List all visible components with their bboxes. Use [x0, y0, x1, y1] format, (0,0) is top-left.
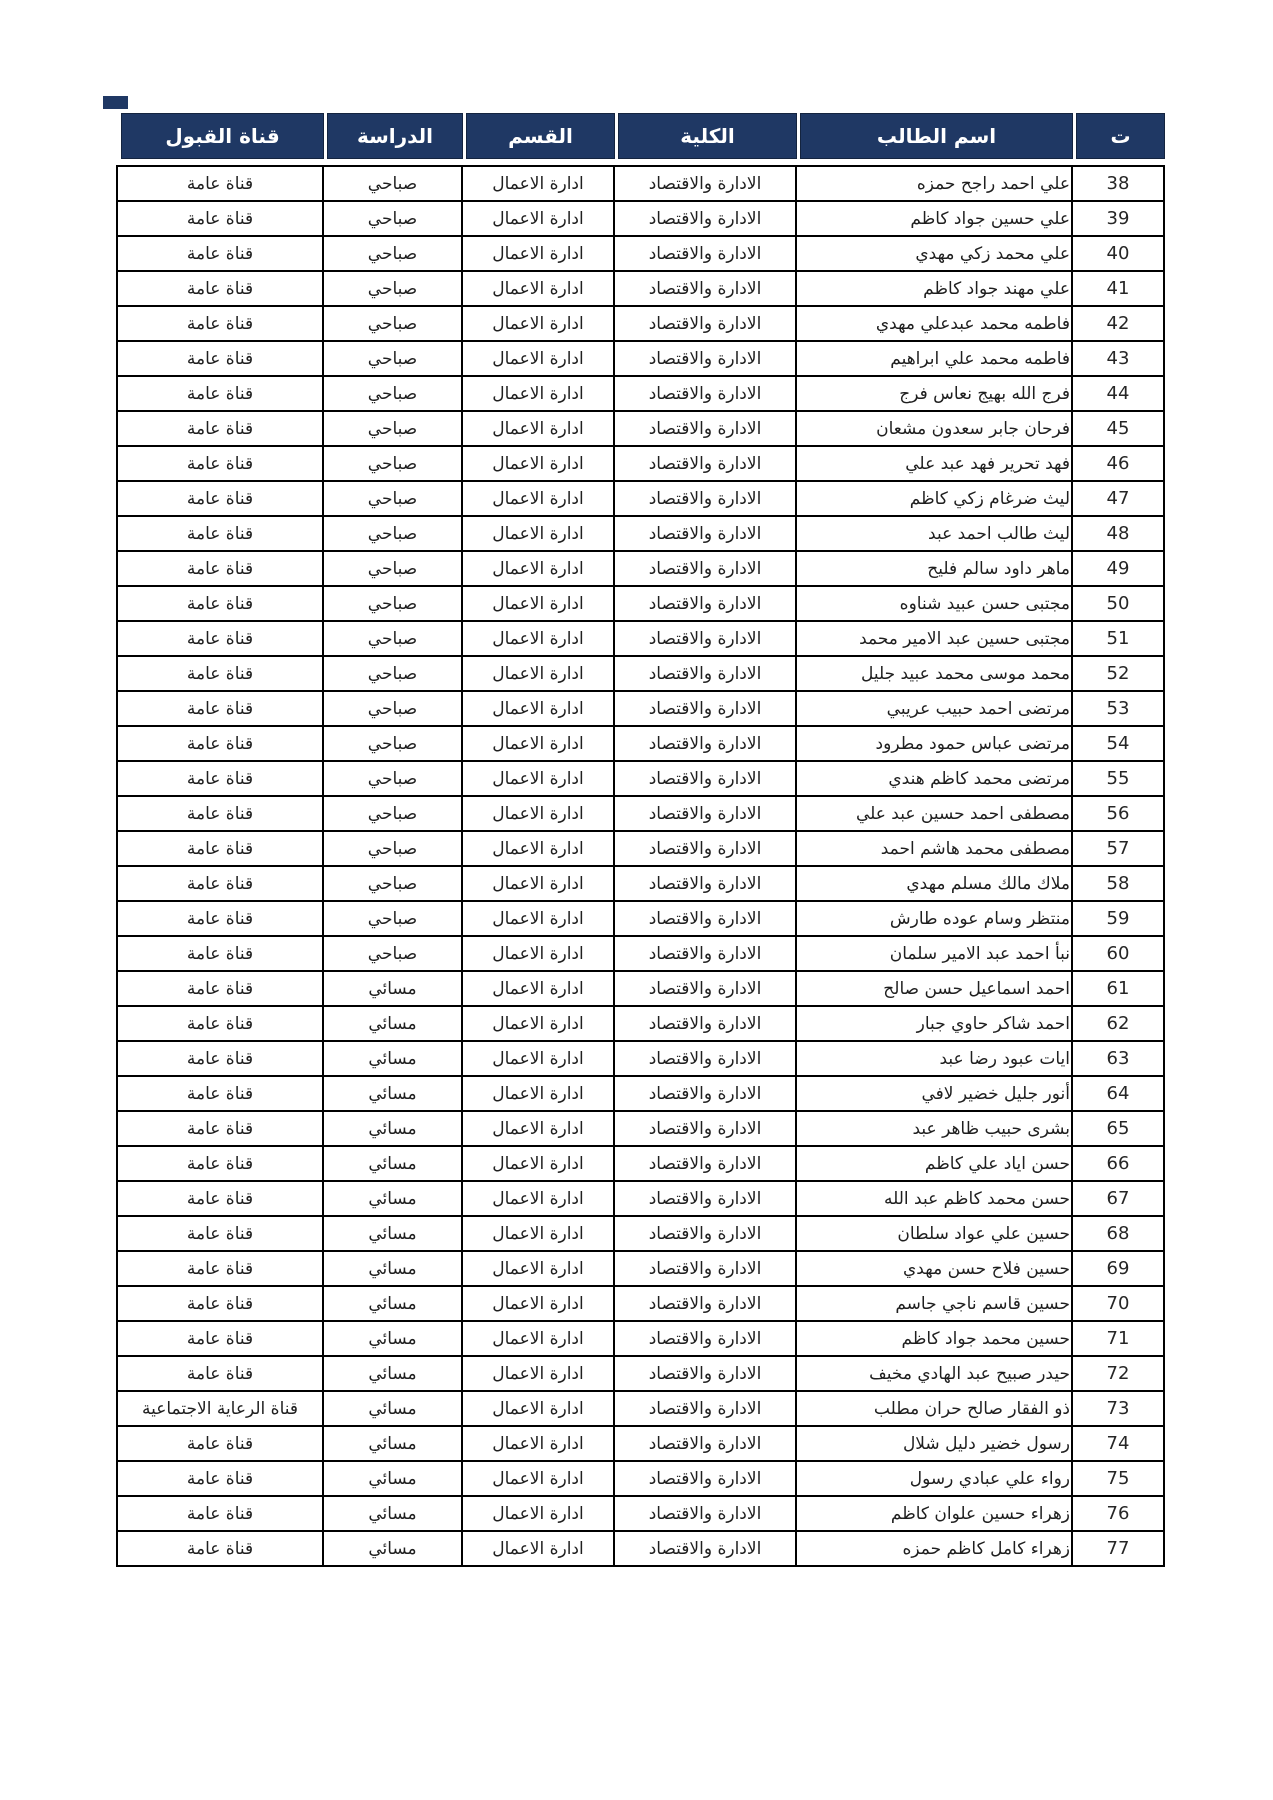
cell-college: الادارة والاقتصاد: [614, 691, 796, 726]
cell-channel: قناة عامة: [117, 761, 323, 796]
cell-channel: قناة عامة: [117, 1286, 323, 1321]
table-row: [117, 1216, 1164, 1251]
cell-name: علي محمد زكي مهدي: [796, 236, 1072, 271]
cell-college: الادارة والاقتصاد: [614, 376, 796, 411]
cell-dept: ادارة الاعمال: [462, 411, 614, 446]
cell-study: صباحي: [323, 376, 462, 411]
cell-channel: قناة عامة: [117, 306, 323, 341]
table-row: [117, 236, 1164, 271]
cell-name: علي مهند جواد كاظم: [796, 271, 1072, 306]
cell-name: ايات عبود رضا عبد: [796, 1041, 1072, 1076]
cell-study: مسائي: [323, 1251, 462, 1286]
cell-study: صباحي: [323, 516, 462, 551]
cell-name: احمد شاكر حاوي جبار: [796, 1006, 1072, 1041]
cell-dept: ادارة الاعمال: [462, 306, 614, 341]
cell-study: صباحي: [323, 271, 462, 306]
cell-college: الادارة والاقتصاد: [614, 1461, 796, 1496]
table-row: [117, 1146, 1164, 1181]
cell-dept: ادارة الاعمال: [462, 1181, 614, 1216]
cell-name: حيدر صبيح عبد الهادي مخيف: [796, 1356, 1072, 1391]
cell-name: مصطفى محمد هاشم احمد: [796, 831, 1072, 866]
cell-no: 56: [1072, 796, 1164, 831]
table-row: [117, 621, 1164, 656]
cell-name: زهراء كامل كاظم حمزه: [796, 1531, 1072, 1566]
cell-study: مسائي: [323, 1216, 462, 1251]
cell-college: الادارة والاقتصاد: [614, 236, 796, 271]
cell-college: الادارة والاقتصاد: [614, 1286, 796, 1321]
cell-college: الادارة والاقتصاد: [614, 1496, 796, 1531]
cell-channel: قناة عامة: [117, 376, 323, 411]
cell-dept: ادارة الاعمال: [462, 971, 614, 1006]
cell-channel: قناة عامة: [117, 1531, 323, 1566]
table-row: [117, 1286, 1164, 1321]
cell-channel: قناة عامة: [117, 271, 323, 306]
cell-study: مسائي: [323, 1496, 462, 1531]
header-cell-no: ت: [1076, 113, 1165, 159]
cell-no: 61: [1072, 971, 1164, 1006]
cell-no: 45: [1072, 411, 1164, 446]
header-cell-study: الدراسة: [327, 113, 463, 159]
table-row: [117, 1251, 1164, 1286]
table-row: [117, 691, 1164, 726]
cell-no: 68: [1072, 1216, 1164, 1251]
cell-name: نبأ احمد عبد الامير سلمان: [796, 936, 1072, 971]
cell-study: مسائي: [323, 1286, 462, 1321]
cell-no: 57: [1072, 831, 1164, 866]
cell-channel: قناة عامة: [117, 341, 323, 376]
corner-mark: [103, 96, 128, 109]
table-row: [117, 1111, 1164, 1146]
cell-channel: قناة عامة: [117, 516, 323, 551]
cell-name: مرتضى عباس حمود مطرود: [796, 726, 1072, 761]
cell-name: مرتضى احمد حبيب عريبي: [796, 691, 1072, 726]
cell-study: مسائي: [323, 1006, 462, 1041]
cell-channel: قناة عامة: [117, 691, 323, 726]
cell-no: 62: [1072, 1006, 1164, 1041]
cell-dept: ادارة الاعمال: [462, 166, 614, 201]
table-row: [117, 1321, 1164, 1356]
cell-no: 70: [1072, 1286, 1164, 1321]
cell-dept: ادارة الاعمال: [462, 1006, 614, 1041]
cell-channel: قناة عامة: [117, 1356, 323, 1391]
cell-no: 49: [1072, 551, 1164, 586]
table-row: [117, 516, 1164, 551]
cell-no: 39: [1072, 201, 1164, 236]
cell-name: علي احمد راجح حمزه: [796, 166, 1072, 201]
table-row: [117, 656, 1164, 691]
table-row: [117, 376, 1164, 411]
cell-dept: ادارة الاعمال: [462, 796, 614, 831]
table-body: [116, 165, 1165, 1567]
table-row: [117, 551, 1164, 586]
cell-no: 52: [1072, 656, 1164, 691]
cell-dept: ادارة الاعمال: [462, 1146, 614, 1181]
table-row: [117, 726, 1164, 761]
table-row: [117, 796, 1164, 831]
cell-college: الادارة والاقتصاد: [614, 1531, 796, 1566]
cell-name: ليث ضرغام زكي كاظم: [796, 481, 1072, 516]
cell-study: صباحي: [323, 691, 462, 726]
cell-no: 48: [1072, 516, 1164, 551]
table-row: [117, 1041, 1164, 1076]
cell-study: صباحي: [323, 411, 462, 446]
cell-study: مسائي: [323, 971, 462, 1006]
cell-channel: قناة عامة: [117, 1496, 323, 1531]
cell-name: احمد اسماعيل حسن صالح: [796, 971, 1072, 1006]
table-header-row: [118, 113, 1165, 159]
cell-college: الادارة والاقتصاد: [614, 166, 796, 201]
cell-channel: قناة عامة: [117, 551, 323, 586]
table-row: [117, 901, 1164, 936]
cell-college: الادارة والاقتصاد: [614, 1356, 796, 1391]
cell-dept: ادارة الاعمال: [462, 271, 614, 306]
cell-study: مسائي: [323, 1111, 462, 1146]
table-row: [117, 866, 1164, 901]
cell-dept: ادارة الاعمال: [462, 376, 614, 411]
cell-channel: قناة عامة: [117, 1216, 323, 1251]
cell-channel: قناة عامة: [117, 1251, 323, 1286]
cell-study: صباحي: [323, 446, 462, 481]
cell-name: حسين محمد جواد كاظم: [796, 1321, 1072, 1356]
cell-no: 58: [1072, 866, 1164, 901]
cell-channel: قناة عامة: [117, 201, 323, 236]
cell-college: الادارة والاقتصاد: [614, 1111, 796, 1146]
table-row: [117, 1496, 1164, 1531]
cell-channel: قناة عامة: [117, 166, 323, 201]
cell-name: زهراء حسين علوان كاظم: [796, 1496, 1072, 1531]
cell-college: الادارة والاقتصاد: [614, 271, 796, 306]
cell-name: فهد تحرير فهد عبد علي: [796, 446, 1072, 481]
table-row: [117, 1531, 1164, 1566]
cell-college: الادارة والاقتصاد: [614, 551, 796, 586]
cell-no: 73: [1072, 1391, 1164, 1426]
table-row: [117, 936, 1164, 971]
cell-college: الادارة والاقتصاد: [614, 831, 796, 866]
cell-channel: قناة عامة: [117, 1076, 323, 1111]
cell-name: حسين قاسم ناجي جاسم: [796, 1286, 1072, 1321]
cell-college: الادارة والاقتصاد: [614, 1181, 796, 1216]
cell-college: الادارة والاقتصاد: [614, 1006, 796, 1041]
cell-college: الادارة والاقتصاد: [614, 761, 796, 796]
cell-study: صباحي: [323, 201, 462, 236]
cell-study: صباحي: [323, 341, 462, 376]
table-row: [117, 1461, 1164, 1496]
cell-channel: قناة عامة: [117, 831, 323, 866]
cell-college: الادارة والاقتصاد: [614, 621, 796, 656]
cell-college: الادارة والاقتصاد: [614, 1216, 796, 1251]
header-cell-college: الكلية: [618, 113, 797, 159]
cell-dept: ادارة الاعمال: [462, 1531, 614, 1566]
cell-channel: قناة عامة: [117, 1461, 323, 1496]
cell-dept: ادارة الاعمال: [462, 1216, 614, 1251]
cell-dept: ادارة الاعمال: [462, 1391, 614, 1426]
cell-dept: ادارة الاعمال: [462, 1251, 614, 1286]
cell-dept: ادارة الاعمال: [462, 1286, 614, 1321]
cell-channel: قناة عامة: [117, 936, 323, 971]
cell-no: 60: [1072, 936, 1164, 971]
cell-no: 53: [1072, 691, 1164, 726]
table-row: [117, 411, 1164, 446]
cell-college: الادارة والاقتصاد: [614, 481, 796, 516]
cell-college: الادارة والاقتصاد: [614, 1041, 796, 1076]
cell-study: صباحي: [323, 621, 462, 656]
cell-dept: ادارة الاعمال: [462, 236, 614, 271]
cell-name: مجتبى حسن عبيد شناوه: [796, 586, 1072, 621]
cell-college: الادارة والاقتصاد: [614, 1076, 796, 1111]
cell-college: الادارة والاقتصاد: [614, 306, 796, 341]
cell-no: 75: [1072, 1461, 1164, 1496]
table-row: [117, 1356, 1164, 1391]
cell-college: الادارة والاقتصاد: [614, 201, 796, 236]
cell-study: مسائي: [323, 1181, 462, 1216]
cell-college: الادارة والاقتصاد: [614, 866, 796, 901]
cell-name: فرحان جابر سعدون مشعان: [796, 411, 1072, 446]
cell-no: 72: [1072, 1356, 1164, 1391]
cell-college: الادارة والاقتصاد: [614, 1391, 796, 1426]
cell-study: صباحي: [323, 901, 462, 936]
table-row: [117, 201, 1164, 236]
cell-no: 74: [1072, 1426, 1164, 1461]
cell-name: مصطفى احمد حسين عبد علي: [796, 796, 1072, 831]
cell-college: الادارة والاقتصاد: [614, 901, 796, 936]
cell-channel: قناة عامة: [117, 1321, 323, 1356]
cell-channel: قناة عامة: [117, 866, 323, 901]
cell-name: مجتبى حسين عبد الامير محمد: [796, 621, 1072, 656]
table-row: [117, 1006, 1164, 1041]
cell-dept: ادارة الاعمال: [462, 551, 614, 586]
cell-study: مسائي: [323, 1531, 462, 1566]
table-row: [117, 1391, 1164, 1426]
cell-study: صباحي: [323, 831, 462, 866]
cell-college: الادارة والاقتصاد: [614, 586, 796, 621]
cell-channel: قناة عامة: [117, 481, 323, 516]
cell-college: الادارة والاقتصاد: [614, 446, 796, 481]
cell-study: صباحي: [323, 866, 462, 901]
cell-dept: ادارة الاعمال: [462, 691, 614, 726]
cell-no: 46: [1072, 446, 1164, 481]
cell-channel: قناة عامة: [117, 1111, 323, 1146]
cell-no: 43: [1072, 341, 1164, 376]
cell-channel: قناة عامة: [117, 1041, 323, 1076]
cell-name: ملاك مالك مسلم مهدي: [796, 866, 1072, 901]
cell-college: الادارة والاقتصاد: [614, 971, 796, 1006]
cell-college: الادارة والاقتصاد: [614, 656, 796, 691]
cell-channel: قناة عامة: [117, 656, 323, 691]
cell-college: الادارة والاقتصاد: [614, 936, 796, 971]
cell-study: صباحي: [323, 586, 462, 621]
cell-college: الادارة والاقتصاد: [614, 1251, 796, 1286]
cell-no: 63: [1072, 1041, 1164, 1076]
cell-study: مسائي: [323, 1391, 462, 1426]
cell-college: الادارة والاقتصاد: [614, 516, 796, 551]
cell-no: 47: [1072, 481, 1164, 516]
cell-dept: ادارة الاعمال: [462, 1356, 614, 1391]
table-row: [117, 1426, 1164, 1461]
cell-no: 76: [1072, 1496, 1164, 1531]
table-row: [117, 971, 1164, 1006]
table-row: [117, 1181, 1164, 1216]
cell-no: 66: [1072, 1146, 1164, 1181]
cell-study: مسائي: [323, 1146, 462, 1181]
table-row: [117, 306, 1164, 341]
cell-dept: ادارة الاعمال: [462, 481, 614, 516]
cell-no: 40: [1072, 236, 1164, 271]
cell-channel: قناة عامة: [117, 1006, 323, 1041]
cell-name: أنور جليل خضير لافي: [796, 1076, 1072, 1111]
cell-channel: قناة عامة: [117, 1146, 323, 1181]
cell-dept: ادارة الاعمال: [462, 341, 614, 376]
cell-study: صباحي: [323, 306, 462, 341]
cell-channel: قناة عامة: [117, 621, 323, 656]
cell-no: 59: [1072, 901, 1164, 936]
table-row: [117, 1076, 1164, 1111]
cell-no: 54: [1072, 726, 1164, 761]
cell-no: 50: [1072, 586, 1164, 621]
header-cell-name: اسم الطالب: [800, 113, 1073, 159]
cell-name: حسين فلاح حسن مهدي: [796, 1251, 1072, 1286]
cell-channel: قناة عامة: [117, 586, 323, 621]
cell-no: 41: [1072, 271, 1164, 306]
cell-dept: ادارة الاعمال: [462, 1321, 614, 1356]
cell-study: صباحي: [323, 796, 462, 831]
cell-name: محمد موسى محمد عبيد جليل: [796, 656, 1072, 691]
cell-study: صباحي: [323, 656, 462, 691]
cell-college: الادارة والاقتصاد: [614, 341, 796, 376]
cell-study: مسائي: [323, 1461, 462, 1496]
cell-study: صباحي: [323, 236, 462, 271]
cell-no: 64: [1072, 1076, 1164, 1111]
cell-study: صباحي: [323, 936, 462, 971]
cell-no: 67: [1072, 1181, 1164, 1216]
cell-study: صباحي: [323, 761, 462, 796]
cell-no: 69: [1072, 1251, 1164, 1286]
cell-name: حسن اياد علي كاظم: [796, 1146, 1072, 1181]
cell-study: مسائي: [323, 1076, 462, 1111]
cell-name: ليث طالب احمد عبد: [796, 516, 1072, 551]
cell-name: فاطمه محمد عبدعلي مهدي: [796, 306, 1072, 341]
cell-dept: ادارة الاعمال: [462, 1496, 614, 1531]
header-cell-dept: القسم: [466, 113, 615, 159]
cell-name: رواء علي عبادي رسول: [796, 1461, 1072, 1496]
cell-dept: ادارة الاعمال: [462, 866, 614, 901]
cell-dept: ادارة الاعمال: [462, 621, 614, 656]
cell-dept: ادارة الاعمال: [462, 726, 614, 761]
cell-channel: قناة عامة: [117, 726, 323, 761]
students-table: [118, 113, 1165, 1567]
cell-channel: قناة عامة: [117, 1181, 323, 1216]
cell-name: حسن محمد كاظم عبد الله: [796, 1181, 1072, 1216]
cell-dept: ادارة الاعمال: [462, 1111, 614, 1146]
cell-name: حسين علي عواد سلطان: [796, 1216, 1072, 1251]
cell-name: بشرى حبيب ظاهر عبد: [796, 1111, 1072, 1146]
cell-dept: ادارة الاعمال: [462, 446, 614, 481]
cell-name: ماهر داود سالم فليح: [796, 551, 1072, 586]
table-row: [117, 586, 1164, 621]
cell-dept: ادارة الاعمال: [462, 586, 614, 621]
cell-study: مسائي: [323, 1041, 462, 1076]
cell-dept: ادارة الاعمال: [462, 831, 614, 866]
cell-no: 77: [1072, 1531, 1164, 1566]
cell-channel: قناة عامة: [117, 411, 323, 446]
cell-no: 65: [1072, 1111, 1164, 1146]
cell-study: مسائي: [323, 1426, 462, 1461]
cell-dept: ادارة الاعمال: [462, 1076, 614, 1111]
cell-dept: ادارة الاعمال: [462, 936, 614, 971]
cell-college: الادارة والاقتصاد: [614, 1321, 796, 1356]
cell-channel: قناة عامة: [117, 971, 323, 1006]
cell-channel: قناة عامة: [117, 901, 323, 936]
cell-name: منتظر وسام عوده طارش: [796, 901, 1072, 936]
cell-college: الادارة والاقتصاد: [614, 726, 796, 761]
cell-no: 51: [1072, 621, 1164, 656]
table-row: [117, 271, 1164, 306]
cell-dept: ادارة الاعمال: [462, 1461, 614, 1496]
cell-name: رسول خضير دليل شلال: [796, 1426, 1072, 1461]
table-row: [117, 481, 1164, 516]
cell-dept: ادارة الاعمال: [462, 1041, 614, 1076]
table-row: [117, 446, 1164, 481]
cell-channel: قناة عامة: [117, 796, 323, 831]
table-row: [117, 831, 1164, 866]
table-row: [117, 341, 1164, 376]
cell-college: الادارة والاقتصاد: [614, 796, 796, 831]
cell-no: 55: [1072, 761, 1164, 796]
table-row: [117, 761, 1164, 796]
cell-dept: ادارة الاعمال: [462, 761, 614, 796]
cell-college: الادارة والاقتصاد: [614, 1426, 796, 1461]
table-row: [117, 166, 1164, 201]
cell-name: علي حسين جواد كاظم: [796, 201, 1072, 236]
cell-no: 44: [1072, 376, 1164, 411]
cell-name: ذو الفقار صالح حران مطلب: [796, 1391, 1072, 1426]
cell-dept: ادارة الاعمال: [462, 656, 614, 691]
cell-study: صباحي: [323, 726, 462, 761]
cell-dept: ادارة الاعمال: [462, 901, 614, 936]
cell-dept: ادارة الاعمال: [462, 1426, 614, 1461]
header-cell-channel: قناة القبول: [121, 113, 324, 159]
cell-college: الادارة والاقتصاد: [614, 1146, 796, 1181]
cell-channel: قناة عامة: [117, 446, 323, 481]
cell-no: 42: [1072, 306, 1164, 341]
cell-college: الادارة والاقتصاد: [614, 411, 796, 446]
cell-study: صباحي: [323, 166, 462, 201]
cell-name: مرتضى محمد كاظم هندي: [796, 761, 1072, 796]
cell-no: 71: [1072, 1321, 1164, 1356]
cell-no: 38: [1072, 166, 1164, 201]
cell-dept: ادارة الاعمال: [462, 516, 614, 551]
cell-study: مسائي: [323, 1321, 462, 1356]
cell-dept: ادارة الاعمال: [462, 201, 614, 236]
cell-channel: قناة عامة: [117, 1426, 323, 1461]
cell-name: فرج الله بهيج نعاس فرج: [796, 376, 1072, 411]
cell-channel: قناة الرعاية الاجتماعية: [117, 1391, 323, 1426]
cell-name: فاطمه محمد علي ابراهيم: [796, 341, 1072, 376]
cell-channel: قناة عامة: [117, 236, 323, 271]
cell-study: صباحي: [323, 551, 462, 586]
cell-study: صباحي: [323, 481, 462, 516]
cell-study: مسائي: [323, 1356, 462, 1391]
